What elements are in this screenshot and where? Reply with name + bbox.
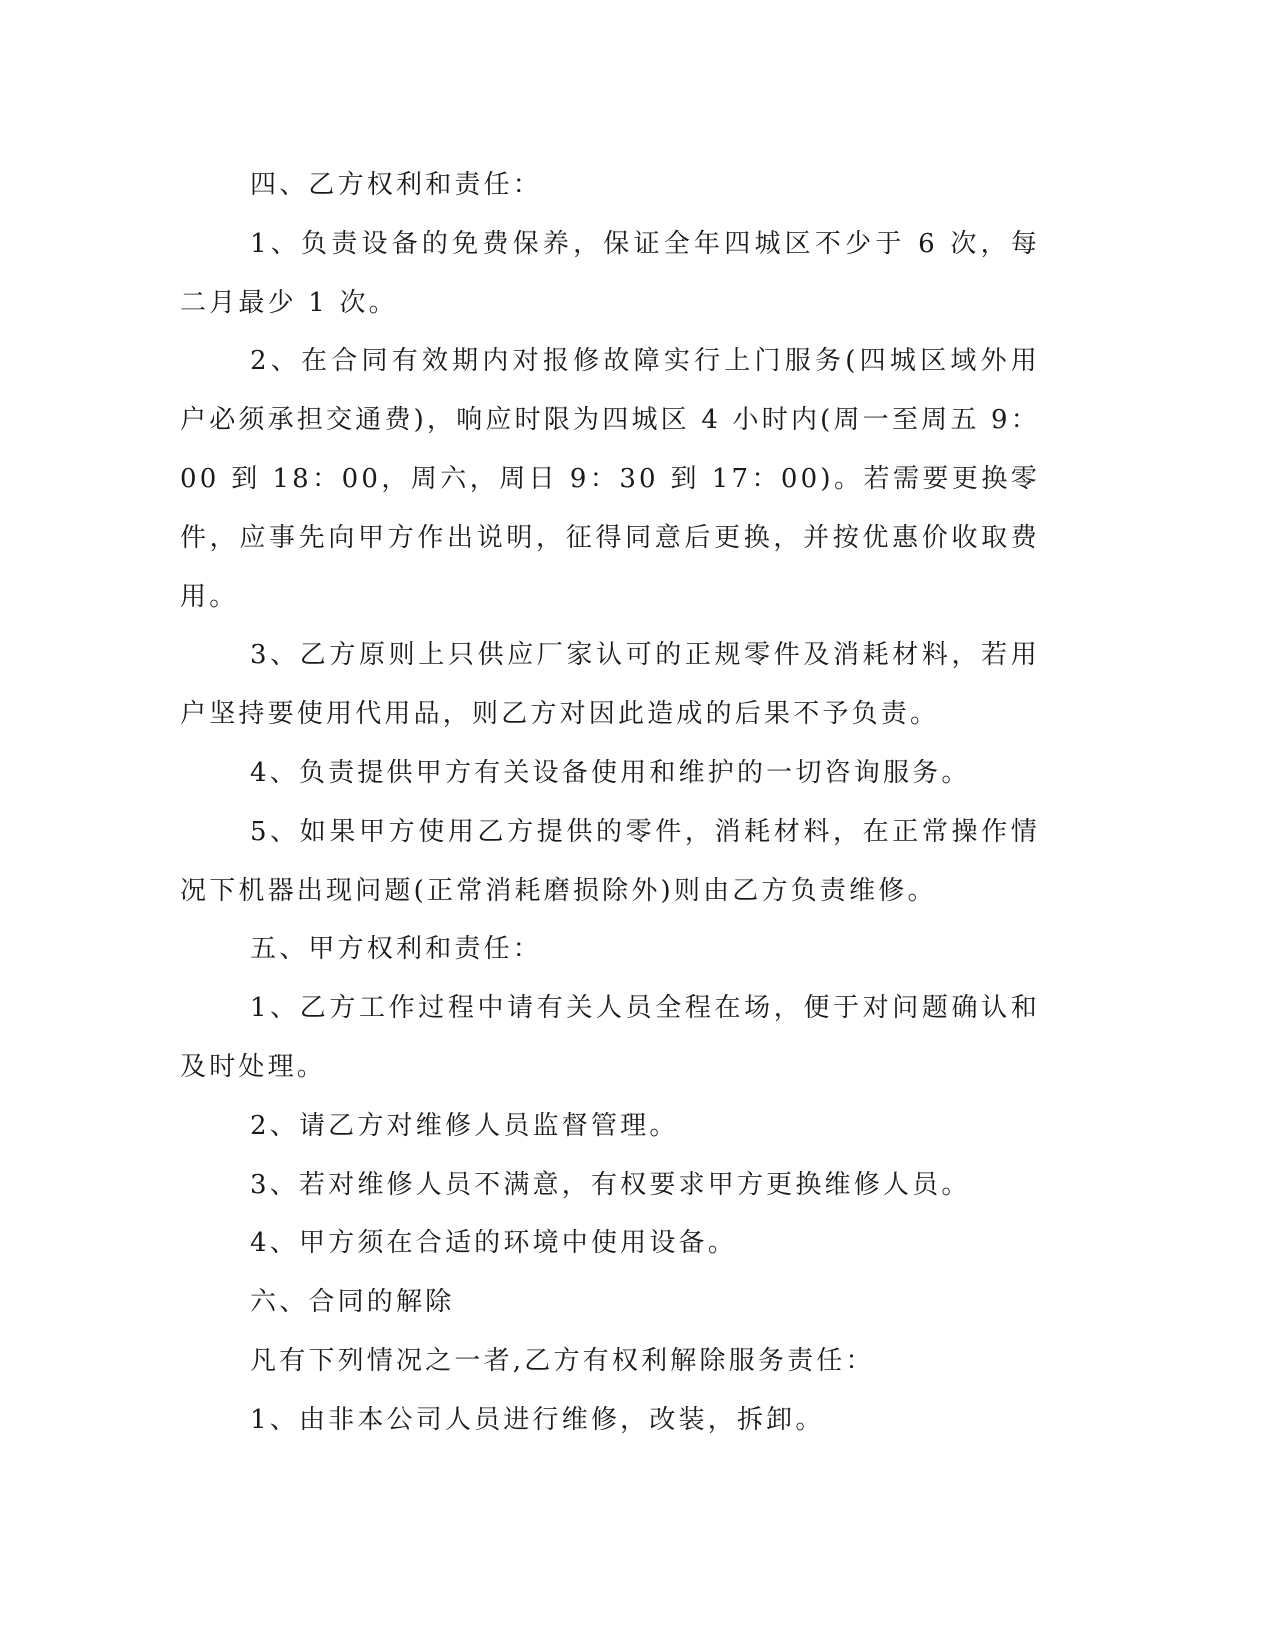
termination-intro: 凡有下列情况之一者,乙方有权利解除服务责任： xyxy=(250,1345,875,1376)
termination-clause-1: 1、由非本公司人员进行维修，改装，拆卸。 xyxy=(250,1404,825,1435)
party-a-clause-4: 4、甲方须在合适的环境中使用设备。 xyxy=(250,1228,737,1259)
party-b-clause-1: 1、负责设备的免费保养，保证全年四城区不少于 6 次，每二月最少 1 次。 xyxy=(180,228,1040,318)
party-a-clause-2: 2、请乙方对维修人员监督管理。 xyxy=(250,1110,679,1141)
party-a-clause-1: 1、乙方工作过程中请有关人员全程在场，便于对问题确认和及时处理。 xyxy=(180,993,1040,1082)
party-a-clause-3: 3、若对维修人员不满意，有权要求甲方更换维修人员。 xyxy=(250,1169,971,1200)
section-heading-termination: 六、合同的解除 xyxy=(250,1287,455,1318)
section-heading-party-b-rights: 四、乙方权利和责任： xyxy=(250,170,543,200)
party-b-clause-2: 2、在合同有效期内对报修故障实行上门服务(四城区域外用户必须承担交通费)，响应时限为四城区 4 小时内(周一至周五 9：00 到 18：00，周六，周日 9：30 到 17：00)。若需要更换零件，应事先向甲方作出说明，征得同意后更换，并按优惠价收取费用。 xyxy=(180,346,1040,612)
section-heading-party-a-rights: 五、甲方权利和责任： xyxy=(250,934,543,965)
party-b-clause-3: 3、乙方原则上只供应厂家认可的正规零件及消耗材料，若用户坚持要使用代用品，则乙方对因此造成的后果不予负责。 xyxy=(180,640,1040,730)
party-b-clause-5: 5、如果甲方使用乙方提供的零件，消耗材料，在正常操作情况下机器出现问题(正常消耗磨损除外)则由乙方负责维修。 xyxy=(180,816,1040,906)
document-body xyxy=(180,156,1040,1450)
party-b-clause-4: 4、负责提供甲方有关设备使用和维护的一切咨询服务。 xyxy=(250,757,971,788)
